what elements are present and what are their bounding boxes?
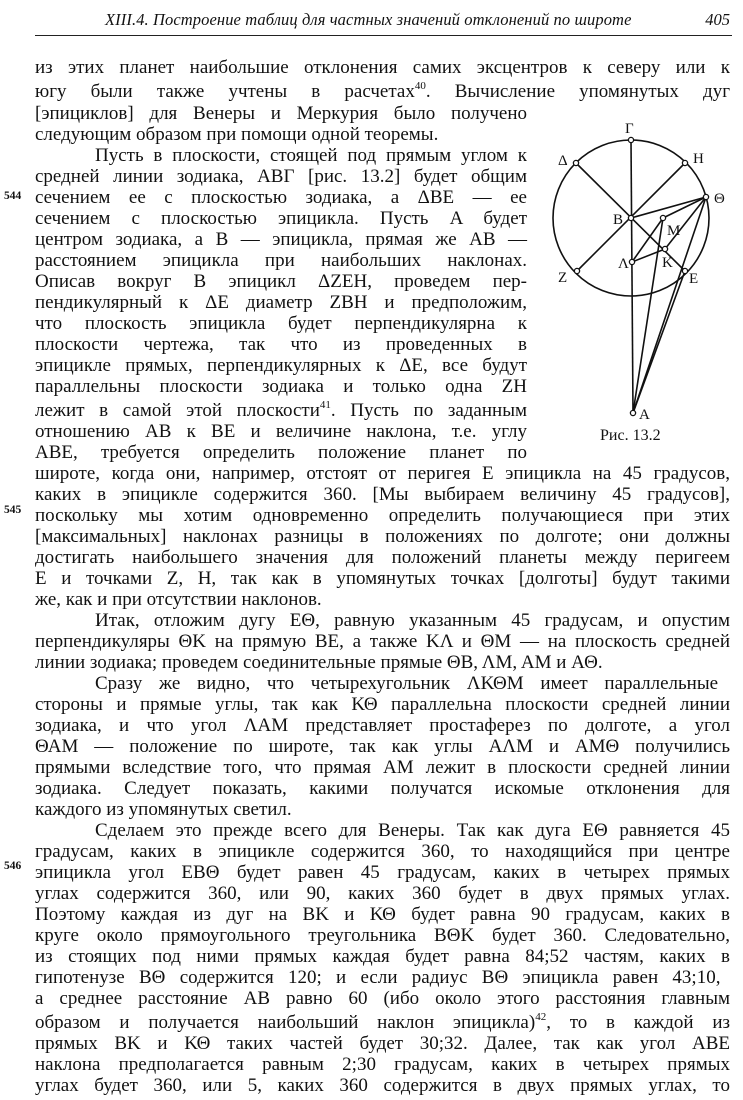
footnote-ref[interactable]: 40 bbox=[414, 80, 426, 92]
point-theta bbox=[703, 194, 708, 199]
text-line bbox=[35, 421, 527, 442]
text-line bbox=[35, 925, 730, 946]
text-line bbox=[35, 841, 730, 862]
text-line bbox=[35, 334, 527, 355]
label-theta: Θ bbox=[714, 191, 725, 207]
point-mu bbox=[660, 215, 665, 220]
text-line-content: линии зодиака; проведем соединительные прямые ΘΒ, ΛΜ, ΑΜ и ΑΘ. bbox=[35, 652, 603, 673]
label-beta: Β bbox=[613, 212, 624, 228]
text-line-content: югу были также учтены в расчетах bbox=[35, 81, 415, 102]
text-line-content: градусам, каких в эпицикле содержится 360, то находящийся при центре bbox=[35, 841, 730, 862]
text-line bbox=[35, 484, 730, 505]
text-line bbox=[35, 820, 730, 841]
text-line bbox=[35, 208, 527, 229]
text-line bbox=[35, 946, 730, 967]
text-line bbox=[35, 610, 730, 631]
text-line-content: центром зодиака, а Β — эпицикла, прямая же ΑΒ — bbox=[35, 229, 527, 250]
figure-caption: Рис. 13.2 bbox=[600, 427, 661, 444]
label-mu: Μ bbox=[667, 223, 681, 239]
text-line bbox=[35, 904, 730, 925]
text-line-content: прямыми вследствие того, что прямая ΑΜ лежит в плоскости средней линии bbox=[35, 757, 730, 778]
text-line bbox=[35, 799, 730, 820]
text-line-tail: . Вычисление упомянутых дуг bbox=[425, 81, 731, 102]
margin-number: 546 bbox=[4, 860, 22, 872]
point-beta bbox=[628, 215, 633, 220]
text-line-content: эпицикла угол ΕΒΘ будет равен 45 градусам, каких в четырех прямых bbox=[35, 862, 730, 883]
text-line bbox=[35, 81, 730, 102]
point-alpha bbox=[630, 410, 635, 415]
text-line bbox=[35, 1033, 730, 1054]
text-line bbox=[35, 673, 730, 694]
text-line bbox=[35, 376, 527, 397]
margin-number: 545 bbox=[4, 504, 22, 516]
point-delta bbox=[573, 160, 578, 165]
text-line-content: каждого из упомянутых светил. bbox=[35, 799, 292, 820]
text-line-content: наклона предполагается равным 2;30 градусам, каких в четырех прямых bbox=[35, 1054, 730, 1075]
text-line-content: широте, когда они, например, отстоят от перигея Ε эпицикла на 45 градусов, bbox=[35, 463, 730, 484]
text-line-content: ΑΒΕ, требуется определить положение планет по bbox=[35, 442, 527, 463]
footnote-ref[interactable]: 41 bbox=[319, 399, 331, 411]
text-line bbox=[35, 967, 730, 988]
text-line bbox=[35, 187, 527, 208]
label-zeta: Ζ bbox=[558, 270, 568, 286]
text-line bbox=[35, 250, 527, 271]
text-line bbox=[35, 505, 730, 526]
text-line bbox=[35, 463, 730, 484]
text-line-content: стороны и прямые углы, так как ΚΘ параллельна плоскости средней линии bbox=[35, 694, 730, 715]
text-line bbox=[35, 145, 527, 166]
point-epsilon bbox=[682, 268, 687, 273]
label-kappa: Κ bbox=[662, 255, 673, 271]
text-line-tail: . Пусть по заданным bbox=[330, 400, 527, 421]
running-header bbox=[35, 4, 732, 34]
text-line-content: пендикулярный к ΔΕ диаметр ΖΒΗ и предположим, bbox=[35, 292, 527, 313]
text-line bbox=[35, 166, 527, 187]
line-gamma-a bbox=[631, 140, 633, 413]
text-line-content: из этих планет наибольшие отклонения самих эксцентров к северу или к bbox=[35, 57, 730, 78]
label-alpha: Α bbox=[639, 407, 650, 423]
text-line bbox=[35, 862, 730, 883]
label-eta: Η bbox=[693, 151, 704, 167]
text-line-content: эпицикле прямых, перпендикулярных к ΔΕ, все будут bbox=[35, 355, 527, 376]
text-line-content: углах содержится 360, или 90, каких 360 будет в двух прямых углах. bbox=[35, 883, 730, 904]
text-line bbox=[35, 757, 730, 778]
text-line-content: сечением с плоскостью эпицикла. Пусть Α будет bbox=[35, 208, 527, 229]
label-lambda: Λ bbox=[618, 256, 629, 272]
text-line-content: углах будет 360, или 5, каких 360 содержится в двух прямых углах, то bbox=[35, 1075, 730, 1096]
text-line-content: Описав вокруг Β эпицикл ΔΖΕΗ, проведем пер- bbox=[35, 271, 527, 292]
text-line-content: сечением ее с плоскостью зодиака, а ΔΒΕ — ее bbox=[35, 187, 527, 208]
text-line-content: [максимальных] наклонах разницы в положениях по долготе; они должны bbox=[35, 526, 730, 547]
text-line-content: зодиака. Следует показать, какими получатся искомые отклонения для bbox=[35, 778, 730, 799]
margin-number: 544 bbox=[4, 190, 22, 202]
text-line-content: лежит в самой этой плоскости bbox=[35, 400, 320, 421]
point-lambda bbox=[629, 259, 634, 264]
text-line-content: поскольку мы хотим одновременно определить получающиеся при этих bbox=[35, 505, 730, 526]
text-line bbox=[35, 631, 730, 652]
text-line-content: Поэтому каждая из дуг на ΒΚ и ΚΘ будет равна 90 градусам, каких в bbox=[35, 904, 730, 925]
text-line bbox=[35, 400, 527, 421]
label-gamma: Γ bbox=[625, 121, 634, 137]
text-line bbox=[35, 292, 527, 313]
text-line-content: что плоскость эпицикла будет перпендикулярна к bbox=[35, 313, 527, 334]
text-line-content: круге около прямоугольного треугольника ΒΘΚ будет 360. Следовательно, bbox=[35, 925, 730, 946]
text-line-content: [эпициклов] для Венеры и Меркурия было получено bbox=[35, 103, 527, 124]
text-line-content: плоскости чертежа, так что из проведенных в bbox=[35, 334, 527, 355]
text-line bbox=[35, 1054, 730, 1075]
text-line bbox=[35, 526, 730, 547]
text-line bbox=[35, 1012, 730, 1033]
text-line-content: Сразу же видно, что четырехугольник ΛΚΘΜ имеет параллельные bbox=[95, 673, 719, 694]
text-line bbox=[35, 271, 527, 292]
text-line-content: перпендикуляры ΘΚ на прямую ΒΕ, а также ΚΛ и ΘΜ — на плоскость средней bbox=[35, 631, 730, 652]
text-line bbox=[35, 568, 730, 589]
running-title: XIII.4. Построение таблиц для частных значений отклонений по широте bbox=[105, 10, 632, 29]
text-line bbox=[35, 1075, 730, 1096]
text-line-content: Ε и точками Ζ, Η, так как в упомянутых точках [долготы] будут такими bbox=[35, 568, 730, 589]
text-line-content: же, как и при отсутствии наклонов. bbox=[35, 589, 322, 610]
label-delta: Δ bbox=[558, 153, 568, 169]
text-line bbox=[35, 355, 527, 376]
text-line bbox=[35, 442, 527, 463]
text-line-content: расстоянием эпицикла при наибольших наклонах. bbox=[35, 250, 527, 271]
text-line bbox=[35, 652, 730, 673]
point-zeta bbox=[574, 268, 579, 273]
text-line-content: Пусть в плоскости, стоящей под прямым углом к bbox=[95, 145, 527, 166]
text-line-content: каких в эпицикле содержится 360. [Мы выбираем величину 45 градусов], bbox=[35, 484, 730, 505]
text-line-content: прямых ΒΚ и ΚΘ таких частей будет 30;32. Далее, так как угол ΑΒΕ bbox=[35, 1033, 730, 1054]
page-number: 405 bbox=[705, 10, 730, 29]
text-line bbox=[35, 103, 527, 124]
text-line-content: образом и получается наибольший наклон эпицикла) bbox=[35, 1012, 536, 1033]
text-line-content: средней линии зодиака, ΑΒΓ [рис. 13.2] будет общим bbox=[35, 166, 527, 187]
point-gamma bbox=[628, 137, 633, 142]
text-line bbox=[35, 883, 730, 904]
point-kappa bbox=[662, 246, 667, 251]
header-rule bbox=[35, 35, 732, 36]
text-line-content: а среднее расстояние ΑΒ равно 60 (ибо около этого расстояния главным bbox=[35, 988, 730, 1009]
text-line bbox=[35, 124, 527, 145]
label-epsilon: Ε bbox=[689, 271, 699, 287]
line-a-m bbox=[633, 218, 663, 413]
text-line-content: гипотенузе ΒΘ содержится 120; и если радиус ΒΘ эпицикла равен 43;10, bbox=[35, 967, 721, 988]
figure-13-2 bbox=[540, 104, 743, 454]
text-line bbox=[35, 694, 730, 715]
text-line-content: параллельны плоскости зодиака и только одна ΖΗ bbox=[35, 376, 527, 397]
text-line bbox=[35, 736, 730, 757]
point-eta bbox=[682, 160, 687, 165]
footnote-ref[interactable]: 42 bbox=[535, 1011, 547, 1023]
text-line bbox=[35, 229, 527, 250]
text-line-content: Итак, отложим дугу ΕΘ, равную указанным 45 градусам, и опустим bbox=[95, 610, 730, 631]
text-line bbox=[35, 589, 730, 610]
text-line-tail: , то в каждой из bbox=[546, 1012, 730, 1033]
text-line bbox=[35, 715, 730, 736]
text-line-content: Сделаем это прежде всего для Венеры. Так как дуга ΕΘ равняется 45 bbox=[95, 820, 730, 841]
text-line bbox=[35, 778, 730, 799]
text-line-content: достигать наибольшего значения для положений планеты между перигеем bbox=[35, 547, 730, 568]
text-line-content: зодиака, и что угол ΛΑΜ представляет простаферез по долготе, а угол bbox=[35, 715, 730, 736]
text-line bbox=[35, 57, 730, 78]
text-line-content: из стоящих под ними прямых каждая будет равна 84;52 частям, каких в bbox=[35, 946, 730, 967]
text-line bbox=[35, 988, 730, 1009]
text-line-content: отношению ΑΒ к ΒΕ и величине наклона, т.е. углу bbox=[35, 421, 527, 442]
text-line-content: следующим образом при помощи одной теоремы. bbox=[35, 124, 439, 145]
text-line bbox=[35, 313, 527, 334]
text-line bbox=[35, 547, 730, 568]
text-line-content: ΘΑΜ — положение по широте, так как углы ΑΛΜ и ΑΜΘ получились bbox=[35, 736, 730, 757]
line-a-e bbox=[633, 271, 685, 413]
